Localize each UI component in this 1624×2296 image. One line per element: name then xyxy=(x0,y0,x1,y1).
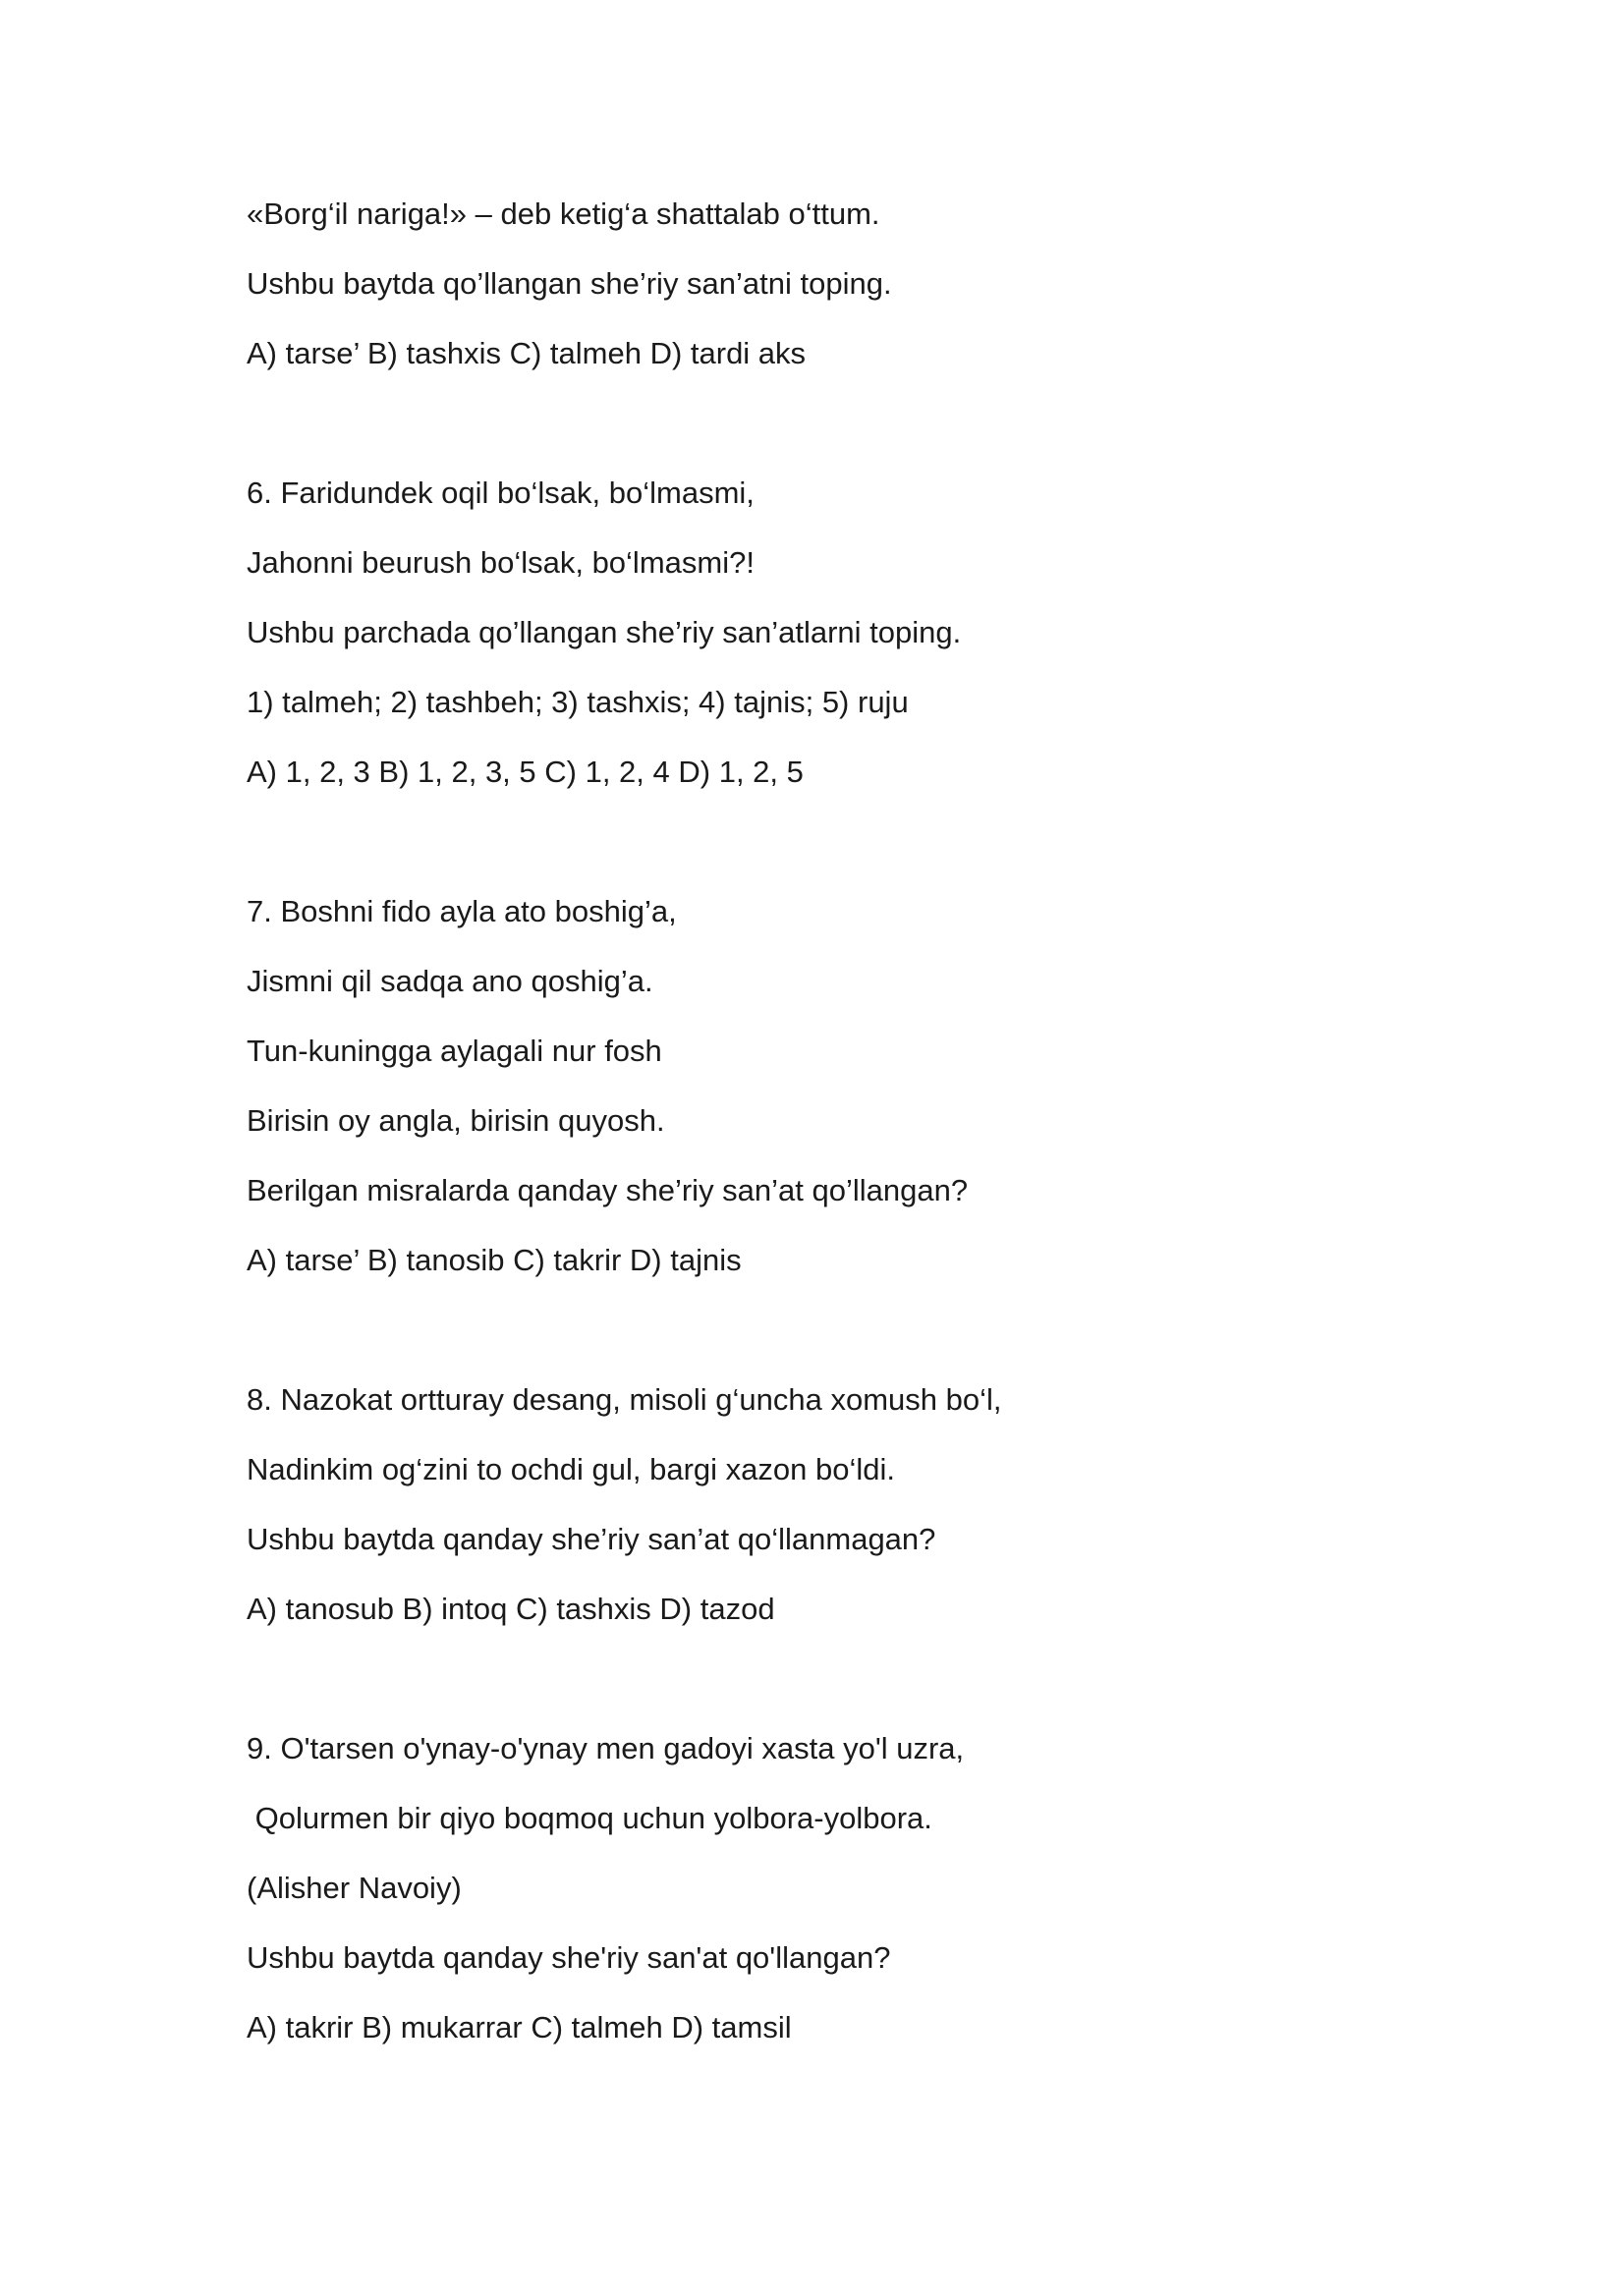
question-5-answer-options: A) tarse’ B) tashxis C) talmeh D) tardi aks xyxy=(247,336,807,370)
question-block-9 xyxy=(247,1727,1475,2076)
question-7-verse-line-4: Birisin oy angla, birisin quyosh. xyxy=(247,1103,665,1138)
question-9-attribution: (Alisher Navoiy) xyxy=(247,1871,462,1905)
question-8-answer-options: A) tanosub B) intoq C) tashxis D) tazod xyxy=(247,1592,775,1626)
question-7-verse-line-2: Jismni qil sadqa ano qoshig’a. xyxy=(247,964,653,998)
block-spacer xyxy=(247,402,1475,472)
block-spacer xyxy=(247,820,1475,890)
question-block-7 xyxy=(247,890,1475,1309)
question-9-verse-line-1: 9. O'tarsen o'ynay-o'ynay men gadoyi xasta yo'l uzra, xyxy=(247,1731,965,1765)
question-7-prompt: Berilgan misralarda qanday she’riy san’at qo’llangan? xyxy=(247,1173,969,1207)
question-6-verse-line-2: Jahonni beurush bo‘lsak, bo‘lmasmi?! xyxy=(247,545,755,580)
question-9-prompt: Ushbu baytda qanday she'riy san'at qo'llangan? xyxy=(247,1940,891,1975)
question-8-prompt: Ushbu baytda qanday she’riy san’at qo‘llanmagan? xyxy=(247,1522,936,1556)
question-6-verse-line-1: 6. Faridundek oqil bo‘lsak, bo‘lmasmi, xyxy=(247,476,755,510)
question-5-prompt: Ushbu baytda qo’llangan she’riy san’atni toping. xyxy=(247,266,892,301)
question-block-5 xyxy=(247,193,1475,402)
question-9-answer-options: A) takrir B) mukarrar C) talmeh D) tamsil xyxy=(247,2010,792,2044)
question-5-verse-line: «Borg‘il nariga!» – deb ketig‘a shattalab o‘ttum. xyxy=(247,196,880,231)
question-6-answer-options: A) 1, 2, 3 B) 1, 2, 3, 5 C) 1, 2, 4 D) 1, 2, 5 xyxy=(247,755,804,789)
block-spacer xyxy=(247,1309,1475,1378)
question-7-verse-line-3: Tun-kuningga aylagali nur fosh xyxy=(247,1034,662,1068)
question-9-verse-line-2: Qolurmen bir qiyo boqmoq uchun yolbora-yolbora. xyxy=(247,1801,932,1835)
question-block-6 xyxy=(247,472,1475,820)
question-8-verse-line-1: 8. Nazokat ortturay desang, misoli g‘uncha xomush bo‘l, xyxy=(247,1382,1002,1417)
question-6-prompt: Ushbu parchada qo’llangan she’riy san’atlarni toping. xyxy=(247,615,962,649)
question-block-8 xyxy=(247,1378,1475,1657)
block-spacer xyxy=(247,1657,1475,1727)
question-6-numbered-items: 1) talmeh; 2) tashbeh; 3) tashxis; 4) tajnis; 5) ruju xyxy=(247,685,909,719)
document-content xyxy=(247,193,1475,2076)
question-7-answer-options: A) tarse’ B) tanosib C) takrir D) tajnis xyxy=(247,1243,742,1277)
question-7-verse-line-1: 7. Boshni fido ayla ato boshig’a, xyxy=(247,894,677,928)
question-8-verse-line-2: Nadinkim og‘zini to ochdi gul, bargi xazon bo‘ldi. xyxy=(247,1452,895,1486)
